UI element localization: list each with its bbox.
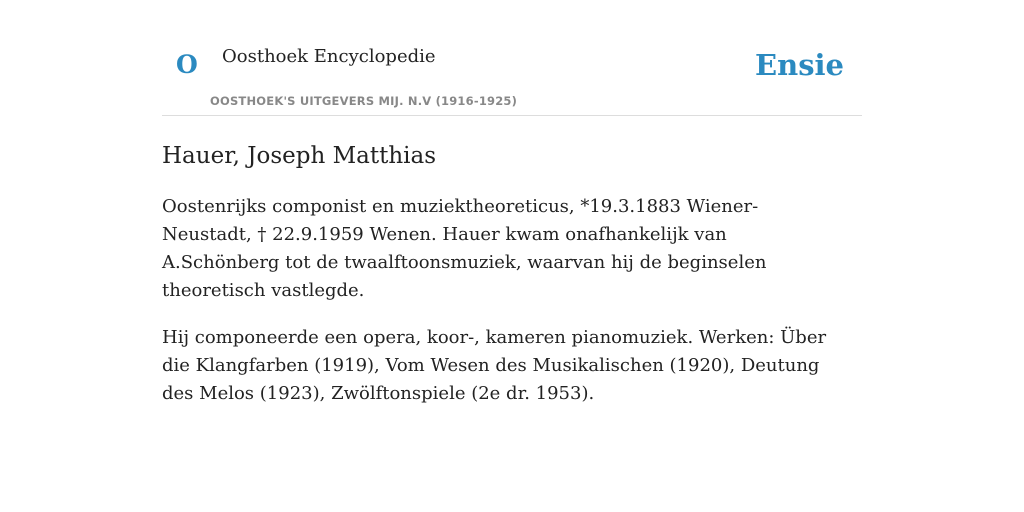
page [162,0,862,408]
site-header [162,0,862,116]
brand-logo-link[interactable]: Ensie [755,48,844,82]
logo-icon[interactable]: O [176,50,198,79]
publisher-subtitle: OOSTHOEK'S UITGEVERS MIJ. N.V (1916-1925) [210,94,518,108]
article-title: Hauer, Joseph Matthias [162,143,437,169]
article-paragraph-2: Hij componeerde een opera, koor-, kameren pianomuziek. Werken: Über die Klangfarben (1919), Vom Wesen des Musikalischen (1920), Deutung des Melos (1923), Zwölftonspiele (2e dr. 1953). [162,326,827,404]
site-title-link[interactable]: Oosthoek Encyclopedie [222,46,436,67]
article-paragraph-1: Oostenrijks componist en muziektheoreticus, *19.3.1883 Wiener-Neustadt, † 22.9.1959 Wenen. Hauer kwam onafhankelijk van A.Schönberg tot de twaalftoonsmuziek, waarvan hij de beginselen theoretisch vastlegde. [162,195,767,301]
